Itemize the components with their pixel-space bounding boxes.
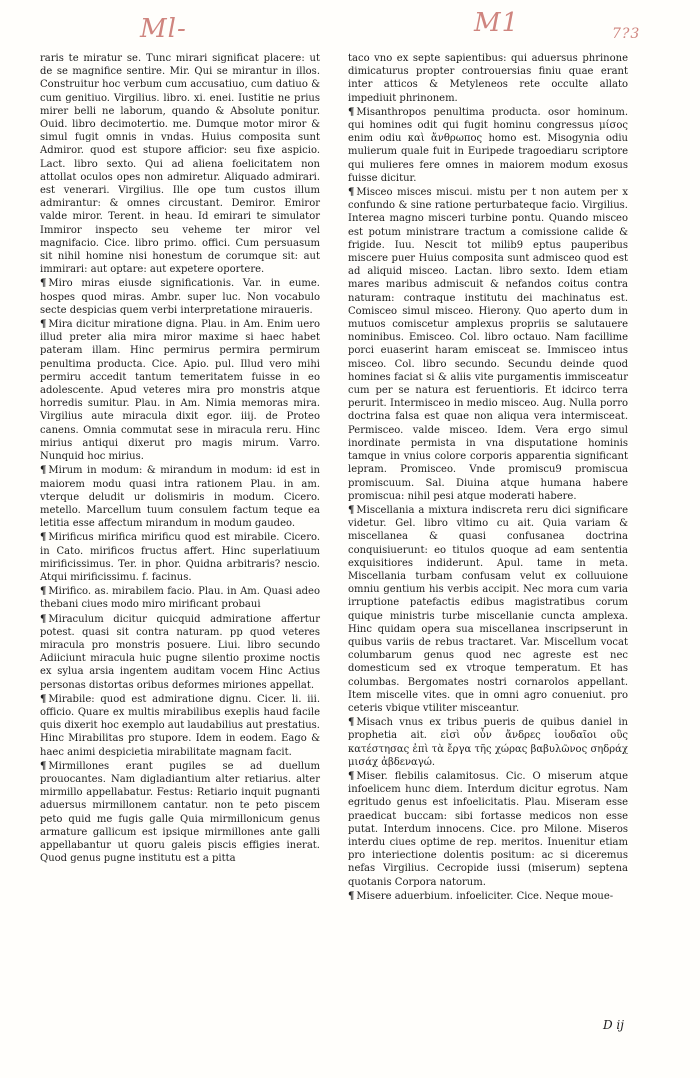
paragraph-text: Mira dicitur miratione digna. Plau. in Am. Enim uero illud preter alia mira miror maxime si haec habet pateram illam. Hinc permirus permira permirum penultima producta. Cice. Apio. pul. Illud vero mihi permiru accedit tantum temeritatem fuisse in eo adolescente. Apud veteres mira pro monstris atque horredis sumitur. Plau. in Am. Nimia memoras mira. Virgilius aute miracula dixit egor. iiij. de Proteo canens. Omnia commutat sese in miracula reru. Hinc mirius antiqui dixerut pro magis mirum. Varro. Nunquid hoc mirius. <box>40 319 320 463</box>
text-paragraph <box>40 318 320 463</box>
paragraph-text: Miser. flebilis calamitosus. Cic. O miserum atque infoelicem hunc diem. Interdum dicitur egrotus. Nam egritudo genus est infoelicitatis. Plau. Miseram esse praedicat buccam: sibi fortasse medicos non esse putat. Interdum innocens. Cice. pro Milone. Miseros interdu ciues optime de rep. meritos. Inuenitur etiam pro interiectione dolentis positum: ac si diceremus nefas Virgilius. Cecropide iussi (miserum) septena quotanis Corpora natorum. <box>348 770 628 888</box>
paragraph-text: Mirabile: quod est admiratione dignu. Cicer. li. iii. officio. Quare ex multis mirabilibus exeplis haud facile quis dixerit hoc exemplo aut laudabilius aut prestatius. Hinc Mirabilitas pro stupore. Idem in eodem. Eago & haec animi despicietia mirabilitate magnam facit. <box>40 693 320 758</box>
paragraph-text: taco vno ex septe sapientibus: qui aduersus phrinone dimicaturus propter controuersias finiu quae erant inter atticos & Metyleneos rete occulte allato impediuit phrinonem. <box>348 53 628 104</box>
paragraph-text: Miraculum dicitur quicquid admiratione affertur potest. quasi sit contra naturam. pp quod veteres miracula pro monstris posuere. Liui. libro secundo Adiiciunt miracula huic pugne silentio proxime noctis ex sylua arsia ingentem auditam vocem Hinc Actius personas distortas oribus deformes miriones appellat. <box>40 613 320 691</box>
paragraph-text: Mirifico. as. mirabilem facio. Plau. in Am. Quasi adeo thebani ciues modo miro mirificant probaui <box>40 586 320 611</box>
marginal-annotation-left: Ml- <box>140 14 187 44</box>
left-text-column <box>40 52 320 866</box>
pilcrow-mark: ¶ <box>40 278 47 290</box>
text-paragraph <box>348 504 628 715</box>
text-paragraph <box>40 613 320 692</box>
pilcrow-mark: ¶ <box>40 465 47 477</box>
pilcrow-mark: ¶ <box>40 532 47 544</box>
pilcrow-mark: ¶ <box>40 319 47 331</box>
text-paragraph <box>348 716 628 769</box>
marginal-annotation-center: M1 <box>474 8 520 38</box>
marginal-annotation-right: 7?3 <box>612 26 641 42</box>
pilcrow-mark: ¶ <box>348 770 355 782</box>
pilcrow-mark: ¶ <box>348 187 355 199</box>
paragraph-text: raris te miratur se. Tunc mirari significat placere: ut de se magnifice sentire. Mir. Qui se mirantur in illos. Construitur hoc verbum cum accusatiuo, cum datiuo & cum genitiuo. Virgilius. libro. xi. enei. Iustitie ne prius mirer belli ne laborum, quando & Absolute ponitur. Ouid. libro decimotertio. me. Dumque motor miror & simul fugit omnis in vndas. Huius composita sunt Admiror. quod est stupore afficior: seu fixe aspicio. Lact. libro sexto. Qui ad aliena foelicitatem non attollat oculos opes non admiretur. Aliquado admirari. est venerari. Virgilius. Ille ope tum custos illum admirantur: & omnes circustant. Demiror. Emiror valde miror. Terent. in heau. Id emirari te simulator Immiror inspecto seu veheme ter miror vel magnifacio. Cice. libro primo. offici. Cum persuasum sit nihil homine nisi honestum de corumque sit: aut immirari: aut optare: aut expetere oportere. <box>40 53 320 276</box>
right-text-column <box>348 52 628 904</box>
paragraph-text: Miscellania a mixtura indiscreta reru dici significare videtur. Gel. libro vltimo cu ait. Quia variam & miscellanea & quasi confusanea doctrina conquisiuerunt: eo titulos quoque ad eam sententia exquisitiores indiderunt. Apul. tame in meta. Miscellania turbam confusam velut ex colluuione omniu gentium his verbis accipit. Nec mora cum varia irruptione patefactis edibus magistratibus corum quique ministris turbe miscellanie cuncta amplexa. Hinc quidam opera sua miscellanea inscripserunt in quibus variis de rebus tractaret. Var. Miscellum vocat columbarum genus quod nec agreste est nec domesticum sed ex vtroque temperatum. Et has columbas. Bergomates nostri cornarolos appellant. Item miscelle vites. que in omni agro conueniut. pro ceteris vbique vtiliter misceantur. <box>348 504 628 714</box>
text-paragraph <box>40 760 320 866</box>
paragraph-text: Mirificus mirifica mirificu quod est mirabile. Cicero. in Cato. mirificos fructus affert. Hinc superlatiuum mirificissimus. Ter. in phor. Quidna arbitraris? nescio. Atqui mirificissimu. f. facinus. <box>40 532 320 583</box>
text-paragraph <box>40 585 320 611</box>
text-paragraph <box>40 277 320 317</box>
pilcrow-mark: ¶ <box>40 693 47 705</box>
pilcrow-mark: ¶ <box>348 504 355 516</box>
pilcrow-mark: ¶ <box>40 613 47 625</box>
paragraph-text: Misach vnus ex tribus pueris de quibus daniel in prophetia ait. εἰσὶ οὖν ἄνδρες ἰουδαῖοι οὓς κατέστησας ἐπὶ τὰ ἔργα τῆς χώρας βαβυλῶνος σηδράχ μισάχ ἀβδεναγώ. <box>348 717 628 768</box>
text-paragraph <box>348 106 628 185</box>
paragraph-text: Misere aduerbium. infoeliciter. Cice. Neque moue- <box>356 890 614 902</box>
paragraph-text: Misanthropos penultima producta. osor hominum. qui homines odit qui fugit hominu congressus μίσος enim odiu καὶ ἄνθρωπος homo est. Misogynia odiu mulierum quale fuit in Euripede tragoediaru scriptore qui mulieres fere omnes in maiorem modum exosus fuisse dicitur. <box>348 106 628 184</box>
pilcrow-mark: ¶ <box>40 586 47 598</box>
text-paragraph <box>40 693 320 759</box>
pilcrow-mark: ¶ <box>348 717 355 729</box>
pilcrow-mark: ¶ <box>348 106 355 118</box>
paragraph-text: Mirum in modum: & mirandum in modum: id est in maiorem modu quasi intra rationem Plau. in am. vterque deludit ur dolismiris in modum. Cicero. metello. Marcellum tuum consulem factum teque ea letitia esse affectum mirandum in modum gaudeo. <box>40 465 320 530</box>
text-paragraph <box>40 531 320 584</box>
text-paragraph <box>348 52 628 105</box>
signature-mark: D ij <box>603 1018 624 1032</box>
paragraph-text: Miro miras eiusde significationis. Var. in eume. hospes quod miras. Ambr. super luc. Non vocabulo secte despicias quem verbi interpretatione miraueris. <box>40 278 320 316</box>
text-paragraph <box>348 770 628 889</box>
text-paragraph <box>40 464 320 530</box>
pilcrow-mark: ¶ <box>40 760 47 772</box>
paragraph-text: Misceo misces miscui. mistu per t non autem per x confundo & sine ratione perturbateque facio. Virgilius. Interea magno misceri turbine pontu. Quando misceo est potum ministrare tractum a comissione calide & frigide. Iuu. Nescit tot milib9 eptus pauperibus miscere puer Huius composita sunt admisceo quod est ad aliquid misceo. Lactan. libro sexto. Idem etiam mares maribus admiscuit & nefandos coitus contra naturam: contraque institutu dei machinatus est. Comisceo simul misceo. Hierony. Quo aperto dum in mutuos comiscetur amplexus propriis se salutauere nominibus. Emisceo. Col. libro octauo. Nam facillime porci euaserint haram emisceat se. Immisceo intus misceo. Col. libro secundo. Secundu deinde quod homines faciat si & aliis vite purgamentis immisceatur cum per se natura est feruentioris. Et idcirco terra perurit. Intermisceo in medio misceo. Aug. Nulla porro doctrina falsa est quae non aliqua vera intermisceat. Permisceo. valde misceo. Idem. Vera ergo simul inordinate permista in vna disputatione hominis tamque in vnius colore corporis apparentia significant lepram. Promisceo. Vnde promiscu9 promiscua promiscuum. Sal. Diuina atque humana habere promiscua: nihil pesi atque moderati habere. <box>348 187 628 502</box>
paragraph-text: Mirmillones erant pugiles se ad duellum prouocantes. Nam digladiantium alter retiarius. alter mirmillo appellabatur. Festus: Retiario inquit pugnanti aduersus mirmillonem cantatur. non te peto piscem peto quid me fugis galle Quia mirmillonicum genus armature gallicum est ipsique mirmillones ante galli appellabantur ut quoru galeis piscis effigies inerat. Quod genus pugne institutu est a pitta <box>40 760 320 865</box>
text-paragraph <box>40 52 320 276</box>
text-paragraph <box>348 890 628 903</box>
pilcrow-mark: ¶ <box>348 890 355 902</box>
text-paragraph <box>348 186 628 503</box>
